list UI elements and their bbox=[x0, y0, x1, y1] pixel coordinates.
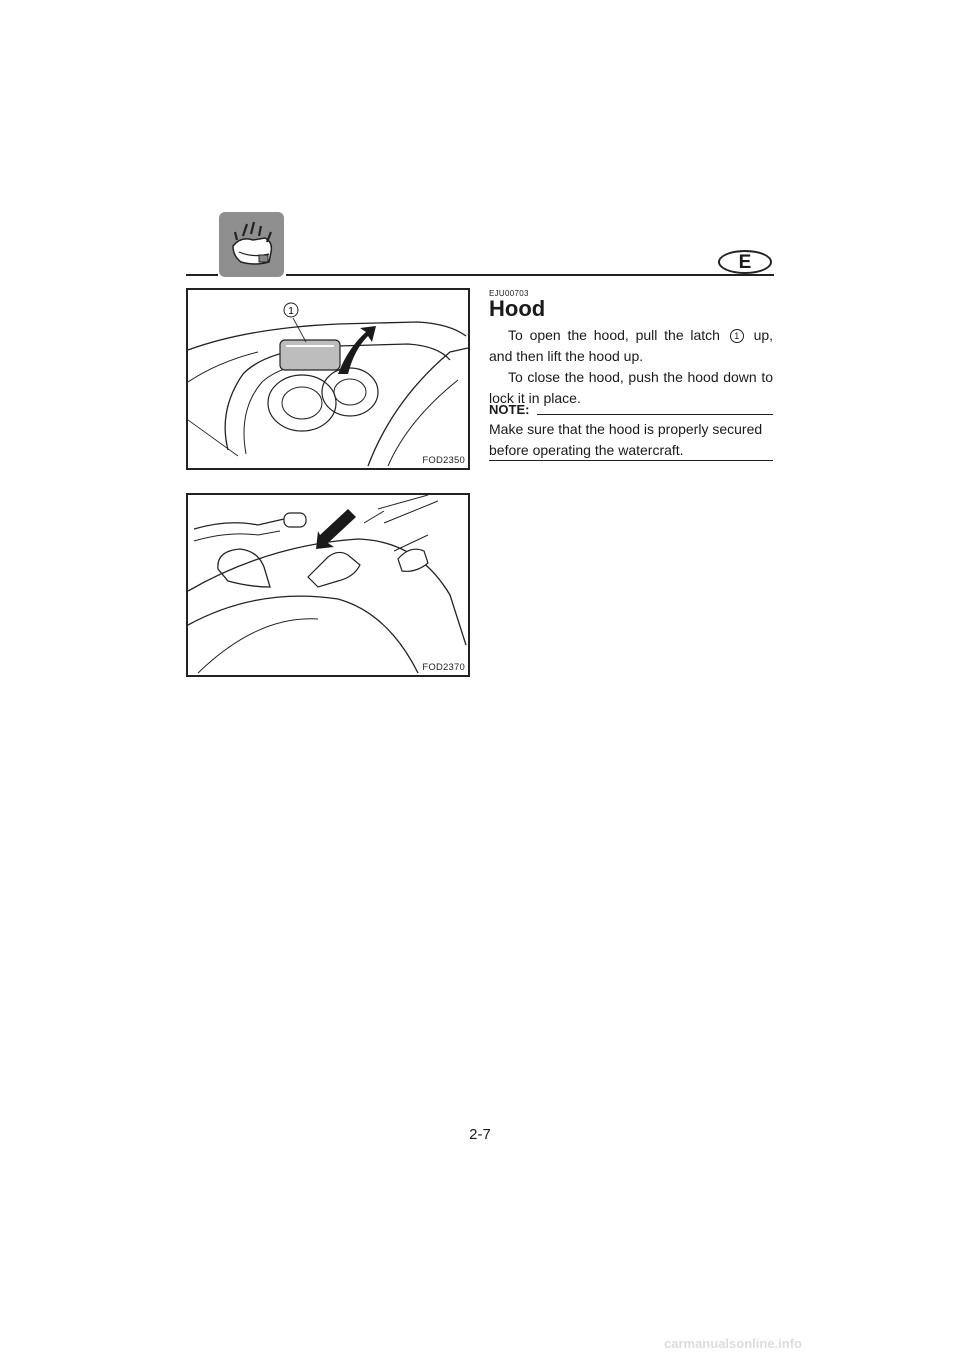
figure-hood-latch bbox=[186, 288, 470, 470]
hood-latch-illustration bbox=[188, 290, 468, 468]
reference-1: 1 bbox=[730, 329, 744, 343]
figure-hood-close bbox=[186, 493, 470, 677]
paragraph-close-hood bbox=[489, 367, 773, 409]
paragraph-open-hood bbox=[489, 325, 773, 367]
watercraft-icon bbox=[219, 212, 284, 277]
hood-close-illustration bbox=[188, 495, 468, 675]
header-rule-left bbox=[186, 274, 218, 276]
page-number: 2-7 bbox=[469, 1126, 491, 1143]
paragraph-close-text: To close the hood, push the hood down to lock it in place. bbox=[489, 369, 773, 406]
note-rule-bottom bbox=[489, 460, 773, 461]
watermark-footer: carmanualsonline.info bbox=[664, 1336, 802, 1351]
callout-1: 1 bbox=[288, 306, 294, 317]
figure-code: FOD2350 bbox=[422, 455, 465, 466]
figure-code: FOD2370 bbox=[422, 662, 465, 673]
paragraph-open-text-b: up, and then lift the hood up. bbox=[489, 327, 774, 364]
header-rule-right bbox=[286, 274, 774, 276]
section-code: EJU00703 bbox=[489, 289, 529, 298]
note-rule-top bbox=[537, 414, 773, 415]
section-title: Hood bbox=[489, 296, 546, 321]
note-label: NOTE: bbox=[489, 402, 530, 417]
note-text: Make sure that the hood is properly secured before operating the watercraft. bbox=[489, 421, 763, 458]
paragraph-open-text-a: To open the hood, pull the latch bbox=[508, 327, 720, 343]
language-badge: E bbox=[718, 250, 772, 274]
